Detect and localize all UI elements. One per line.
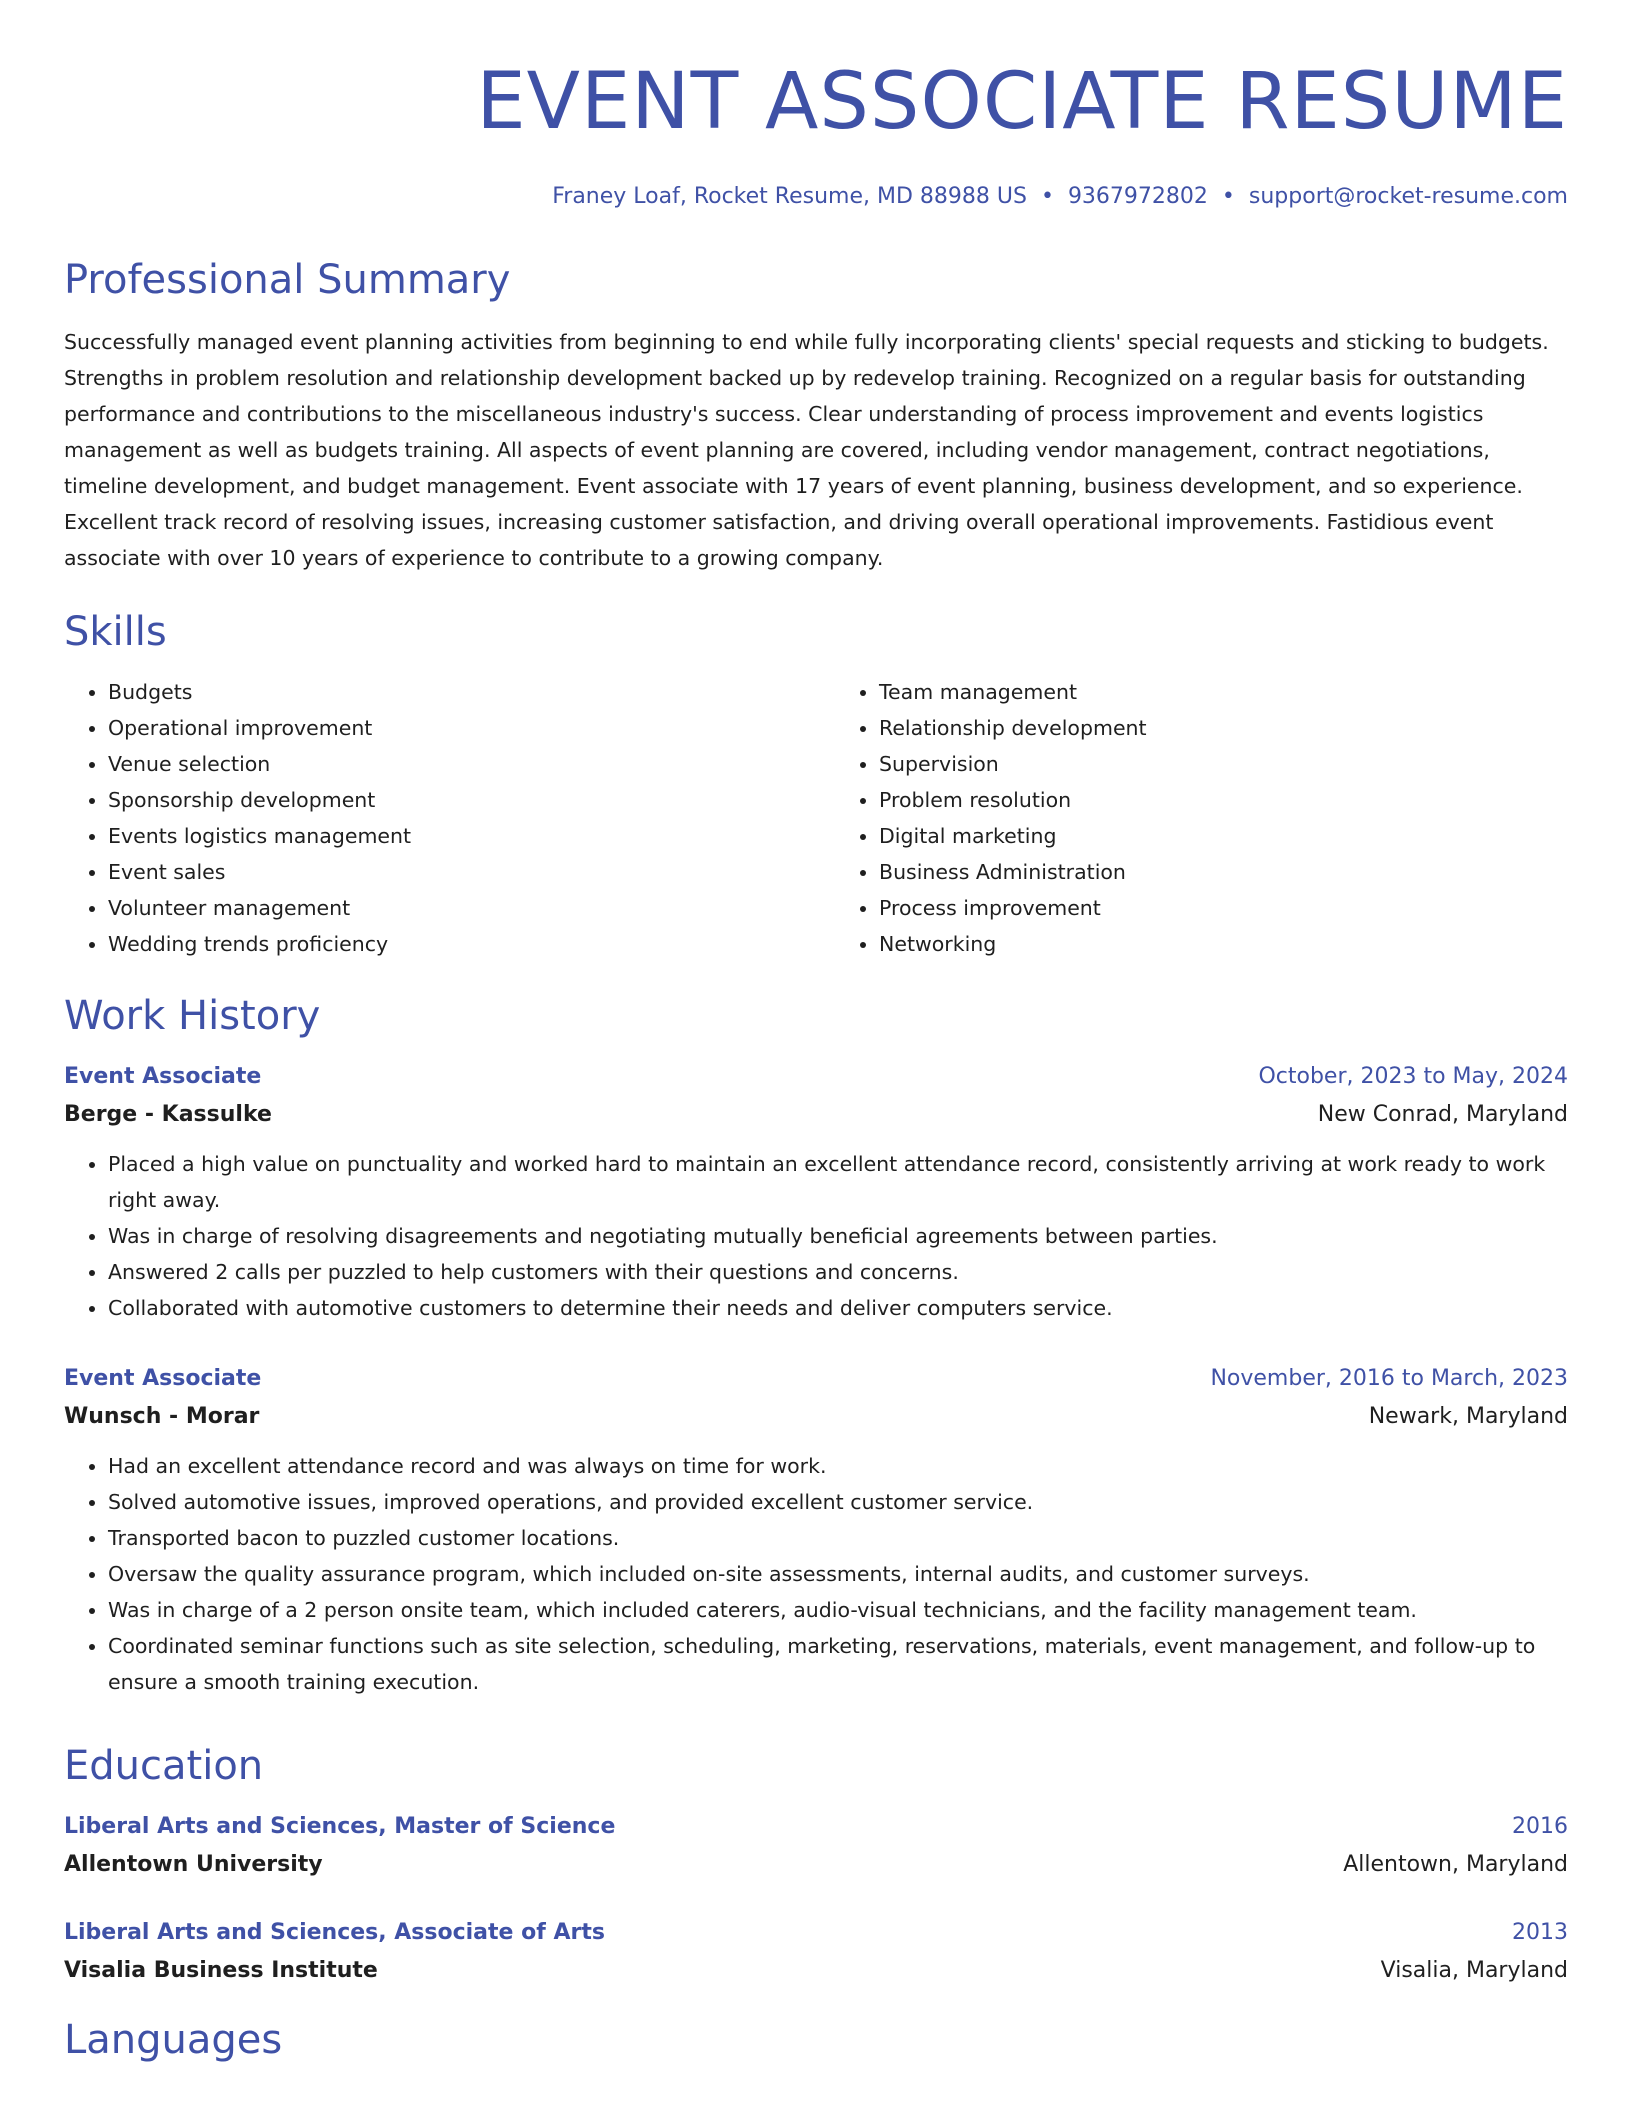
skills-column-left — [64, 674, 797, 962]
job-bullets — [64, 1448, 1568, 1700]
skill-item: • Venue selection — [108, 746, 797, 782]
skill-item: • Wedding trends proficiency — [108, 926, 797, 962]
job-bullet: • Transported bacon to puzzled customer locations. — [108, 1520, 1568, 1556]
skill-item: • Process improvement — [879, 890, 1568, 926]
education-subheader — [64, 1846, 1568, 1884]
skill-item: • Sponsorship development — [108, 782, 797, 818]
education-entry — [64, 1914, 1568, 1990]
job-bullet: • Oversaw the quality assurance program, which included on-site assessments, internal audits, and customer surveys. — [108, 1556, 1568, 1592]
education-header — [64, 1808, 1568, 1846]
skills-list — [64, 674, 1568, 962]
job-company: Wunsch - Morar — [64, 1404, 260, 1429]
education-year: 2013 — [1512, 1920, 1568, 1945]
education-header — [64, 1914, 1568, 1952]
skill-item: • Events logistics management — [108, 818, 797, 854]
skill-item: • Digital marketing — [879, 818, 1568, 854]
job-dates: October, 2023 to May, 2024 — [1258, 1064, 1568, 1089]
job-location: New Conrad, Maryland — [1317, 1102, 1568, 1127]
job-bullet: • Placed a high value on punctuality and worked hard to maintain an excellent attendance record, consistently arriving at work ready to work right away. — [108, 1146, 1568, 1218]
contact-email: support@rocket-resume.com — [1248, 184, 1568, 209]
job-location: Newark, Maryland — [1368, 1404, 1568, 1429]
job-bullet: • Was in charge of resolving disagreements and negotiating mutually beneficial agreements between parties. — [108, 1218, 1568, 1254]
job-subheader — [64, 1398, 1568, 1436]
job-header — [64, 1360, 1568, 1398]
job-subheader — [64, 1096, 1568, 1134]
job-bullet: • Was in charge of a 2 person onsite team, which included caterers, audio-visual technicians, and the facility management team. — [108, 1592, 1568, 1628]
education-degree: Liberal Arts and Sciences, Master of Science — [64, 1814, 616, 1839]
job-bullet: • Had an excellent attendance record and was always on time for work. — [108, 1448, 1568, 1484]
skill-item: • Relationship development — [879, 710, 1568, 746]
skills-column-right — [797, 674, 1568, 962]
job-entry — [64, 1360, 1568, 1700]
education-year: 2016 — [1512, 1814, 1568, 1839]
education-degree: Liberal Arts and Sciences, Associate of Arts — [64, 1920, 605, 1945]
skill-item: • Networking — [879, 926, 1568, 962]
job-entry — [64, 1058, 1568, 1326]
contact-separator: • — [1221, 184, 1235, 209]
job-company: Berge - Kassulke — [64, 1102, 272, 1127]
skill-item: • Problem resolution — [879, 782, 1568, 818]
job-bullet: • Collaborated with automotive customers to determine their needs and deliver computers service. — [108, 1290, 1568, 1326]
education-heading: Education — [64, 1743, 264, 1789]
job-bullet: • Solved automotive issues, improved operations, and provided excellent customer service. — [108, 1484, 1568, 1520]
job-role: Event Associate — [64, 1064, 262, 1089]
skill-item: • Supervision — [879, 746, 1568, 782]
job-dates: November, 2016 to March, 2023 — [1210, 1366, 1568, 1391]
skill-item: • Event sales — [108, 854, 797, 890]
job-header — [64, 1058, 1568, 1096]
summary-heading: Professional Summary — [64, 257, 511, 303]
resume-title: EVENT ASSOCIATE RESUME — [476, 57, 1568, 147]
education-location: Allentown, Maryland — [1343, 1852, 1568, 1877]
skill-item: • Volunteer management — [108, 890, 797, 926]
education-school: Visalia Business Institute — [64, 1958, 378, 1983]
education-subheader — [64, 1952, 1568, 1990]
skill-item: • Budgets — [108, 674, 797, 710]
education-school: Allentown University — [64, 1852, 323, 1877]
job-bullet: • Answered 2 calls per puzzled to help customers with their questions and concerns. — [108, 1254, 1568, 1290]
skill-item: • Operational improvement — [108, 710, 797, 746]
contact-line — [64, 182, 1568, 212]
contact-phone: 9367972802 — [1067, 184, 1208, 209]
skills-heading: Skills — [64, 609, 167, 655]
contact-separator: • — [1040, 184, 1054, 209]
summary-text: Successfully managed event planning activities from beginning to end while fully incorporating clients' special requests and sticking to budgets. Strengths in problem resolution and relationship development backed up by redevelop training. Recognized on a regular basis for outstanding performance and contributions to the miscellaneous industry's success. Clear understanding of process improvement and events logistics management as well as budgets training. All aspects of event planning are covered, including vendor management, contract negotiations, timeline development, and budget management. Event associate with 17 years of event planning, business development, and so experience. Excellent track record of resolving issues, increasing customer satisfaction, and driving overall operational improvements. Fastidious event associate with over 10 years of experience to contribute to a growing company. — [64, 330, 1549, 570]
education-entry — [64, 1808, 1568, 1884]
languages-heading: Languages — [64, 2017, 283, 2063]
contact-address: Franey Loaf, Rocket Resume, MD 88988 US — [552, 184, 1027, 209]
skill-item: • Team management — [879, 674, 1568, 710]
job-role: Event Associate — [64, 1366, 262, 1391]
work-history-heading: Work History — [64, 993, 321, 1039]
education-location: Visalia, Maryland — [1380, 1958, 1568, 1983]
job-bullets — [64, 1146, 1568, 1326]
skill-item: • Business Administration — [879, 854, 1568, 890]
job-bullet: • Coordinated seminar functions such as site selection, scheduling, marketing, reservations, materials, event management, and follow-up to ensure a smooth training execution. — [108, 1628, 1568, 1700]
